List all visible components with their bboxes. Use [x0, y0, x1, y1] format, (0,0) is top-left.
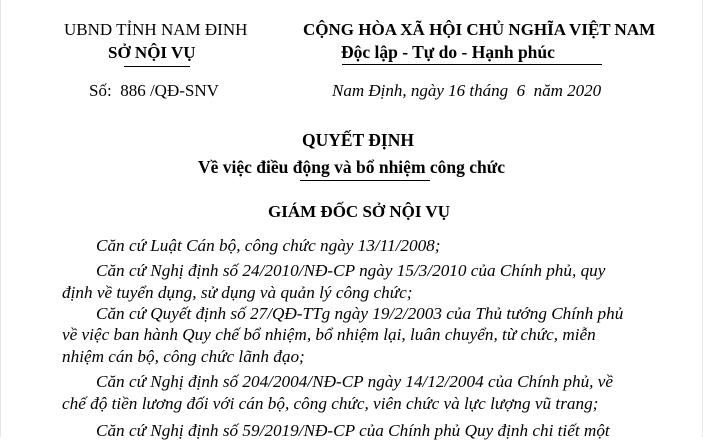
department-underline: [124, 66, 190, 67]
legal-basis-line: Căn cứ Nghị định số 204/2004/NĐ-CP ngày 14/12/2004 của Chính phủ, về: [96, 372, 614, 391]
national-motto: Độc lập - Tự do - Hạnh phúc: [341, 42, 555, 62]
decision-issuer: GIÁM ĐỐC SỞ NỘI VỤ: [268, 202, 450, 221]
legal-basis-line: Căn cứ Luật Cán bộ, công chức ngày 13/11/2008;: [96, 236, 441, 255]
department-name: SỞ NỘI VỤ: [108, 43, 196, 62]
legal-basis-line: Căn cứ Quyết định số 27/QĐ-TTg ngày 19/2/2003 của Thủ tướng Chính phủ: [96, 304, 624, 323]
subject-underline: [300, 180, 430, 181]
number-value: 886: [120, 81, 146, 100]
decision-title: QUYẾT ĐỊNH: [302, 130, 414, 150]
motto-underline: [342, 64, 602, 65]
legal-basis-line: Căn cứ Nghị định số 24/2010/NĐ-CP ngày 15/3/2010 của Chính phủ, quy: [96, 261, 606, 280]
decision-subject: Về việc điều động và bổ nhiệm công chức: [198, 157, 506, 177]
number-suffix: /QĐ-SNV: [149, 81, 219, 100]
number-prefix: Số:: [89, 81, 112, 100]
national-title: CỘNG HÒA XÃ HỘI CHỦ NGHĨA VIỆT NAM: [303, 20, 656, 39]
page-left-edge: [0, 0, 1, 437]
legal-basis-line: Căn cứ Nghị định số 59/2019/NĐ-CP của Chính phủ Quy định chi tiết một: [96, 421, 610, 440]
legal-basis-line: chế độ tiền lương đối với cán bộ, công chức, viên chức và lực lượng vũ trang;: [62, 394, 599, 413]
legal-basis-line: định về tuyển dụng, sử dụng và quản lý công chức;: [62, 283, 413, 302]
authority-name: UBND TỈNH NAM ĐINH: [64, 20, 248, 39]
legal-basis-line: nhiệm cán bộ, công chức lãnh đạo;: [62, 347, 305, 366]
legal-basis-line: về việc ban hành Quy chế bổ nhiệm, bổ nhiệm lại, luân chuyển, từ chức, miễn: [62, 325, 596, 344]
document-number: [89, 81, 219, 101]
place-date: Nam Định, ngày 16 tháng 6 năm 2020: [332, 81, 602, 100]
